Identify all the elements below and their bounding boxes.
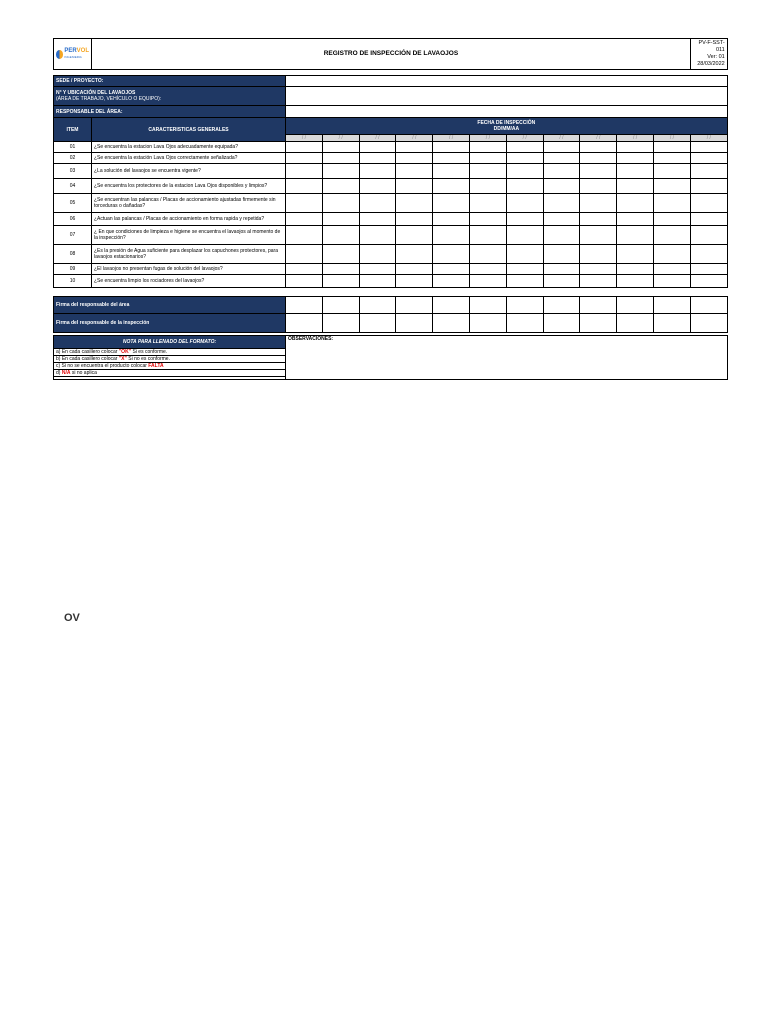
inspection-cell[interactable]	[286, 213, 323, 226]
signature-cell[interactable]	[506, 297, 543, 314]
item-characteristic: ¿Se encuentra la estación Lava Ojos correctamente señalizada?	[92, 153, 286, 164]
inspection-cell[interactable]	[617, 164, 654, 179]
inspection-cell[interactable]	[580, 226, 617, 245]
table-row	[54, 275, 728, 288]
signature-label-area: Firma del responsable del área	[54, 297, 286, 314]
item-number: 09	[54, 264, 92, 275]
signature-cell[interactable]	[580, 314, 617, 333]
item-number: 03	[54, 164, 92, 179]
note-d-code: N/A	[61, 370, 71, 376]
inspection-cell[interactable]	[396, 264, 433, 275]
ubicacion-subtitle: (ÁREA DE TRABAJO, VEHÍCULO O EQUIPO):	[56, 96, 162, 102]
ubicacion-label	[54, 87, 286, 106]
note-b-suffix: Si no es conforme.	[128, 356, 170, 362]
inspection-cell[interactable]	[617, 194, 654, 213]
signature-cell[interactable]	[469, 297, 506, 314]
sede-value[interactable]	[286, 76, 728, 87]
signature-cell[interactable]	[653, 314, 690, 333]
item-number: 08	[54, 245, 92, 264]
inspection-cell[interactable]	[506, 164, 543, 179]
inspection-cell[interactable]	[617, 264, 654, 275]
inspection-cell[interactable]	[690, 245, 727, 264]
inspection-cell[interactable]	[396, 153, 433, 164]
inspection-form	[53, 38, 727, 380]
table-row	[54, 226, 728, 245]
form-table	[53, 38, 728, 288]
inspection-cell[interactable]	[396, 142, 433, 153]
column-header-date	[286, 118, 728, 135]
inspection-cell[interactable]	[543, 179, 580, 194]
item-characteristic: ¿Se encuentra los protectores de la estacion Lava Ojos disponibles y limpios?	[92, 179, 286, 194]
table-row	[54, 153, 728, 164]
inspection-cell[interactable]	[396, 275, 433, 288]
signature-cell[interactable]	[322, 297, 359, 314]
inspection-cell[interactable]	[322, 142, 359, 153]
inspection-cell[interactable]	[690, 142, 727, 153]
inspection-cell[interactable]	[543, 164, 580, 179]
table-row	[54, 194, 728, 213]
page-title: REGISTRO DE INSPECCIÓN DE LAVAOJOS	[92, 39, 691, 70]
inspection-cell[interactable]	[469, 275, 506, 288]
inspection-cell[interactable]	[359, 275, 396, 288]
document-version: Ver: 01	[707, 54, 725, 60]
inspection-cell[interactable]	[653, 245, 690, 264]
item-characteristic: ¿Se encuentran las palancas / Placas de accionamiento ajustadas firmemente sin torceduras o dañadas?	[92, 194, 286, 213]
date-placeholder-cell[interactable]: / /	[469, 135, 506, 142]
inspection-cell[interactable]	[506, 142, 543, 153]
table-row	[54, 245, 728, 264]
inspection-cell[interactable]	[690, 226, 727, 245]
notes-title: NOTA PARA LLENADO DEL FORMATO:	[54, 336, 286, 349]
note-d	[54, 370, 286, 377]
inspection-cell[interactable]	[506, 153, 543, 164]
date-header-format: DD/MM/AA	[493, 126, 520, 132]
item-number: 04	[54, 179, 92, 194]
note-b-code: "X"	[118, 356, 127, 362]
inspection-cell[interactable]	[322, 179, 359, 194]
inspection-cell[interactable]	[322, 213, 359, 226]
inspection-cell[interactable]	[286, 275, 323, 288]
item-characteristic: ¿El lavaojos no presentan fugas de solución del lavaojos?	[92, 264, 286, 275]
inspection-cell[interactable]	[396, 226, 433, 245]
signature-cell[interactable]	[617, 314, 654, 333]
column-header-characteristics: CARACTERISTICAS GENERALES	[92, 118, 286, 142]
signature-cell[interactable]	[543, 297, 580, 314]
signature-label-inspection: Firma del responsable de la inspección	[54, 314, 286, 333]
item-number: 07	[54, 226, 92, 245]
inspection-cell[interactable]	[286, 226, 323, 245]
logo-sub: INGENIERIA	[64, 54, 82, 59]
signature-cell[interactable]	[580, 297, 617, 314]
table-row	[54, 179, 728, 194]
inspection-cell[interactable]	[322, 245, 359, 264]
inspection-cell[interactable]	[433, 179, 470, 194]
item-characteristic: ¿Actuan las palancas / Placas de accionamiento en forma rapida y repetida?	[92, 213, 286, 226]
table-row	[54, 142, 728, 153]
inspection-cell[interactable]	[580, 153, 617, 164]
signature-table	[53, 296, 728, 333]
document-code-cell	[690, 39, 727, 70]
inspection-cell[interactable]	[469, 179, 506, 194]
note-d-suffix: si no aplica	[71, 370, 97, 376]
signature-cell[interactable]	[286, 314, 323, 333]
item-number: 01	[54, 142, 92, 153]
inspection-cell[interactable]	[359, 245, 396, 264]
document-date: 28/03/2022	[697, 61, 725, 67]
signature-cell[interactable]	[359, 314, 396, 333]
inspection-cell[interactable]	[543, 213, 580, 226]
inspection-cell[interactable]	[322, 264, 359, 275]
signature-cell[interactable]	[396, 297, 433, 314]
inspection-cell[interactable]	[433, 153, 470, 164]
signature-cell[interactable]	[469, 314, 506, 333]
inspection-cell[interactable]	[433, 245, 470, 264]
inspection-cell[interactable]	[543, 264, 580, 275]
inspection-cell[interactable]	[396, 213, 433, 226]
inspection-cell[interactable]	[543, 226, 580, 245]
inspection-cell[interactable]	[653, 142, 690, 153]
note-c	[54, 363, 286, 370]
inspection-cell[interactable]	[506, 194, 543, 213]
signature-cell[interactable]	[322, 314, 359, 333]
inspection-cell[interactable]	[322, 153, 359, 164]
inspection-cell[interactable]	[469, 142, 506, 153]
inspection-cell[interactable]	[506, 245, 543, 264]
note-b-text: b) En cada casillero colocar	[56, 356, 118, 362]
signature-cell[interactable]	[359, 297, 396, 314]
ubicacion-value[interactable]	[286, 87, 728, 106]
date-placeholder-cell[interactable]: / /	[396, 135, 433, 142]
inspection-cell[interactable]	[617, 142, 654, 153]
inspection-cell[interactable]	[286, 142, 323, 153]
inspection-cell[interactable]	[690, 153, 727, 164]
inspection-cell[interactable]	[322, 275, 359, 288]
logo-cell	[54, 39, 92, 70]
observations-box[interactable]	[286, 336, 728, 380]
inspection-cell[interactable]	[580, 194, 617, 213]
inspection-cell[interactable]	[543, 153, 580, 164]
sede-label: SEDE / PROYECTO:	[54, 76, 286, 87]
inspection-cell[interactable]	[359, 153, 396, 164]
date-placeholder-cell[interactable]: / /	[322, 135, 359, 142]
inspection-cell[interactable]	[580, 179, 617, 194]
column-header-item: ITEM	[54, 118, 92, 142]
signature-cell[interactable]	[396, 314, 433, 333]
inspection-cell[interactable]	[543, 142, 580, 153]
inspection-cell[interactable]	[396, 194, 433, 213]
item-number: 02	[54, 153, 92, 164]
signature-cell[interactable]	[286, 297, 323, 314]
date-placeholder-cell[interactable]: / /	[506, 135, 543, 142]
inspection-cell[interactable]	[286, 245, 323, 264]
observations-label: OBSERVACIONES:	[288, 336, 334, 342]
inspection-cell[interactable]	[322, 226, 359, 245]
inspection-cell[interactable]	[506, 179, 543, 194]
note-c-code: FALTA	[148, 363, 164, 369]
note-a	[54, 349, 286, 356]
inspection-cell[interactable]	[433, 264, 470, 275]
inspection-cell[interactable]	[653, 164, 690, 179]
inspection-cell[interactable]	[396, 245, 433, 264]
inspection-cell[interactable]	[506, 275, 543, 288]
item-characteristic: ¿Se encuentra la estacion Lava Ojos adecuadamente equipada?	[92, 142, 286, 153]
date-placeholder-cell[interactable]: / /	[580, 135, 617, 142]
notes-table	[53, 335, 728, 380]
date-header-title: FECHA DE INSPECCIÓN	[477, 120, 536, 126]
inspection-cell[interactable]	[690, 194, 727, 213]
inspection-cell[interactable]	[653, 264, 690, 275]
item-number: 05	[54, 194, 92, 213]
inspection-cell[interactable]	[396, 164, 433, 179]
inspection-cell[interactable]	[653, 179, 690, 194]
note-d-text: d)	[56, 370, 61, 376]
item-number: 10	[54, 275, 92, 288]
inspection-cell[interactable]	[359, 194, 396, 213]
inspection-cell[interactable]	[359, 213, 396, 226]
date-placeholder-cell[interactable]: / /	[653, 135, 690, 142]
inspection-cell[interactable]	[433, 275, 470, 288]
inspection-cell[interactable]	[543, 245, 580, 264]
inspection-cell[interactable]	[653, 194, 690, 213]
note-b	[54, 356, 286, 363]
item-characteristic: ¿Es la presión de Agua suficiente para desplazar los capuchones protectores, para lavaojos estacionarios?	[92, 245, 286, 264]
inspection-cell[interactable]	[359, 164, 396, 179]
company-logo	[56, 49, 89, 60]
item-characteristic: ¿La solución del lavaojos se encuentra vigente?	[92, 164, 286, 179]
signature-cell[interactable]	[433, 297, 470, 314]
inspection-cell[interactable]	[433, 142, 470, 153]
inspection-cell[interactable]	[653, 226, 690, 245]
inspection-cell[interactable]	[653, 213, 690, 226]
inspection-cell[interactable]	[433, 194, 470, 213]
note-a-text: a) En cada casillero colocar	[56, 349, 118, 355]
inspection-cell[interactable]	[506, 226, 543, 245]
note-a-code: "OK"	[118, 349, 132, 355]
inspection-cell[interactable]	[617, 153, 654, 164]
signature-cell[interactable]	[617, 297, 654, 314]
footer-text: OV	[64, 612, 80, 624]
document-code: PV-F-SST-011	[698, 40, 725, 53]
inspection-cell[interactable]	[690, 164, 727, 179]
signature-cell[interactable]	[506, 314, 543, 333]
inspection-cell[interactable]	[690, 179, 727, 194]
inspection-cell[interactable]	[433, 164, 470, 179]
inspection-cell[interactable]	[543, 275, 580, 288]
logo-text: PERVOL	[64, 47, 89, 54]
date-placeholder-cell[interactable]: / /	[617, 135, 654, 142]
inspection-cell[interactable]	[359, 264, 396, 275]
responsable-value[interactable]	[286, 106, 728, 118]
inspection-cell[interactable]	[286, 153, 323, 164]
item-number: 06	[54, 213, 92, 226]
logo-accent: VOL	[76, 47, 89, 54]
note-a-suffix: Si es conforme.	[132, 349, 168, 355]
inspection-cell[interactable]	[359, 179, 396, 194]
date-placeholder-cell[interactable]: / /	[433, 135, 470, 142]
table-row	[54, 264, 728, 275]
inspection-cell[interactable]	[617, 213, 654, 226]
inspection-cell[interactable]	[653, 153, 690, 164]
inspection-cell[interactable]	[617, 245, 654, 264]
date-placeholder-cell[interactable]: / /	[286, 135, 323, 142]
inspection-cell[interactable]	[433, 226, 470, 245]
responsable-label: RESPONSABLE DEL ÁREA:	[54, 106, 286, 118]
inspection-cell[interactable]	[469, 264, 506, 275]
inspection-cell[interactable]	[286, 194, 323, 213]
inspection-cell[interactable]	[286, 264, 323, 275]
inspection-cell[interactable]	[396, 179, 433, 194]
item-characteristic: ¿Se encuentra limpio los rociadores del lavaojos?	[92, 275, 286, 288]
inspection-cell[interactable]	[469, 153, 506, 164]
inspection-cell[interactable]	[506, 264, 543, 275]
note-spacer	[54, 377, 286, 380]
inspection-cell[interactable]	[690, 213, 727, 226]
inspection-cell[interactable]	[580, 275, 617, 288]
table-row	[54, 164, 728, 179]
inspection-cell[interactable]	[322, 194, 359, 213]
signature-cell[interactable]	[543, 314, 580, 333]
inspection-cell[interactable]	[469, 226, 506, 245]
inspection-cell[interactable]	[543, 194, 580, 213]
item-characteristic: ¿ En que condiciones de limpieza e higiene se encuentra el lavaojos al momento de la inspección?	[92, 226, 286, 245]
inspection-cell[interactable]	[580, 164, 617, 179]
inspection-cell[interactable]	[690, 275, 727, 288]
inspection-cell[interactable]	[617, 275, 654, 288]
inspection-cell[interactable]	[580, 142, 617, 153]
signature-cell[interactable]	[690, 314, 727, 333]
inspection-cell[interactable]	[469, 194, 506, 213]
inspection-cell[interactable]	[506, 213, 543, 226]
inspection-cell[interactable]	[580, 264, 617, 275]
inspection-cell[interactable]	[322, 164, 359, 179]
inspection-cell[interactable]	[286, 164, 323, 179]
inspection-cell[interactable]	[580, 245, 617, 264]
inspection-cell[interactable]	[469, 213, 506, 226]
inspection-cell[interactable]	[359, 226, 396, 245]
signature-cell[interactable]	[690, 297, 727, 314]
signature-cell[interactable]	[433, 314, 470, 333]
logo-mark-icon	[56, 50, 63, 59]
inspection-cell[interactable]	[653, 275, 690, 288]
inspection-cell[interactable]	[580, 213, 617, 226]
signature-cell[interactable]	[653, 297, 690, 314]
ubicacion-title: N° Y UBICACIÓN DEL LAVAOJOS	[56, 90, 136, 96]
inspection-cell[interactable]	[433, 213, 470, 226]
date-placeholder-cell[interactable]: / /	[359, 135, 396, 142]
inspection-cell[interactable]	[469, 245, 506, 264]
inspection-cell[interactable]	[469, 164, 506, 179]
inspection-cell[interactable]	[617, 226, 654, 245]
inspection-cell[interactable]	[286, 179, 323, 194]
date-placeholder-cell[interactable]: / /	[543, 135, 580, 142]
table-row	[54, 213, 728, 226]
inspection-cell[interactable]	[359, 142, 396, 153]
inspection-cell[interactable]	[617, 179, 654, 194]
note-c-text: c) Si no se encuentra el producto colocar	[56, 363, 147, 369]
date-placeholder-cell[interactable]: / /	[690, 135, 727, 142]
inspection-cell[interactable]	[690, 264, 727, 275]
